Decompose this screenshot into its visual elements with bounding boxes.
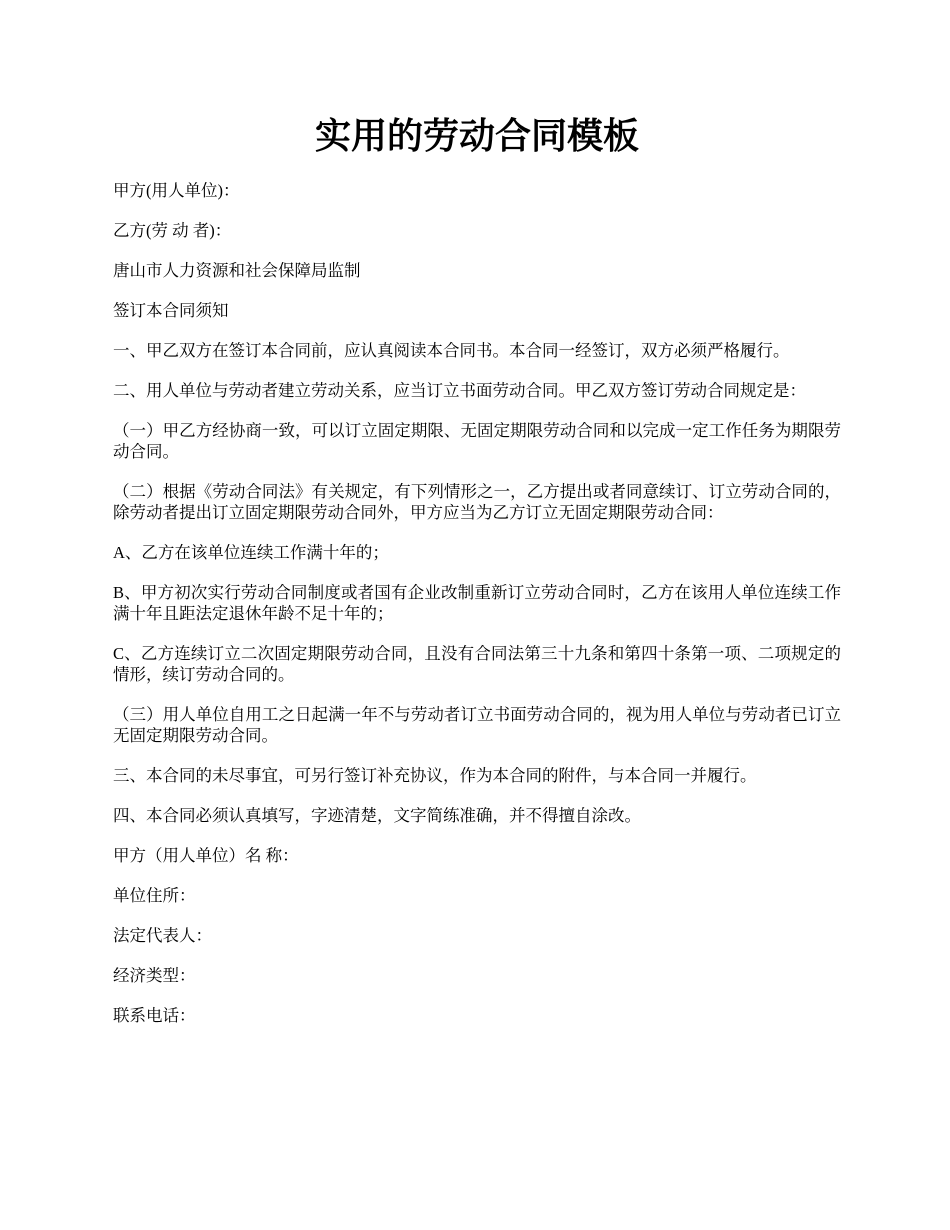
notice-item-2: 二、用人单位与劳动者建立劳动关系，应当订立书面劳动合同。甲乙双方签订劳动合同规定是： [113, 381, 806, 400]
condition-b: B、甲方初次实行劳动合同制度或者国有企业改制重新订立劳动合同时，乙方在该用人单位连续工作满十年且距法定退休年龄不足十年的； [113, 583, 841, 623]
notice-item-1: 一、甲乙双方在签订本合同前，应认真阅读本合同书。本合同一经签订，双方必须严格履行。 [113, 341, 790, 360]
notice-item-3: 三、本合同的未尽事宜，可另行签订补充协议，作为本合同的附件，与本合同一并履行。 [113, 766, 757, 785]
contact-phone-field: 联系电话： [113, 1006, 196, 1025]
party-a-line: 甲方(用人单位)： [113, 181, 240, 200]
document-body [113, 180, 841, 1045]
notice-subitem-1: （一）甲乙方经协商一致，可以订立固定期限、无固定期限劳动合同和以完成一定工作任务为期限劳动合同。 [113, 421, 841, 461]
condition-c: C、乙方连续订立二次固定期限劳动合同，且没有合同法第三十九条和第四十条第一项、二项规定的情形，续订劳动合同的。 [113, 644, 841, 684]
party-b-line: 乙方(劳 动 者)： [113, 221, 232, 240]
document-title: 实用的劳动合同模板 [314, 116, 639, 156]
supervisor-line: 唐山市人力资源和社会保障局监制 [113, 261, 361, 280]
employer-address-field: 单位住所： [113, 886, 196, 905]
employer-name-field: 甲方（用人单位）名 称： [113, 846, 299, 865]
notice-heading: 签订本合同须知 [113, 301, 229, 320]
notice-item-4: 四、本合同必须认真填写，字迹清楚，文字简练准确，并不得擅自涂改。 [113, 806, 641, 825]
economic-type-field: 经济类型： [113, 966, 196, 985]
legal-representative-field: 法定代表人： [113, 926, 212, 945]
condition-a: A、乙方在该单位连续工作满十年的； [113, 543, 389, 562]
notice-subitem-3: （三）用人单位自用工之日起满一年不与劳动者订立书面劳动合同的，视为用人单位与劳动者已订立无固定期限劳动合同。 [113, 705, 841, 745]
notice-subitem-2: （二）根据《劳动合同法》有关规定，有下列情形之一，乙方提出或者同意续订、订立劳动合同的，除劳动者提出订立固定期限劳动合同外，甲方应当为乙方订立无固定期限劳动合同： [113, 482, 841, 522]
